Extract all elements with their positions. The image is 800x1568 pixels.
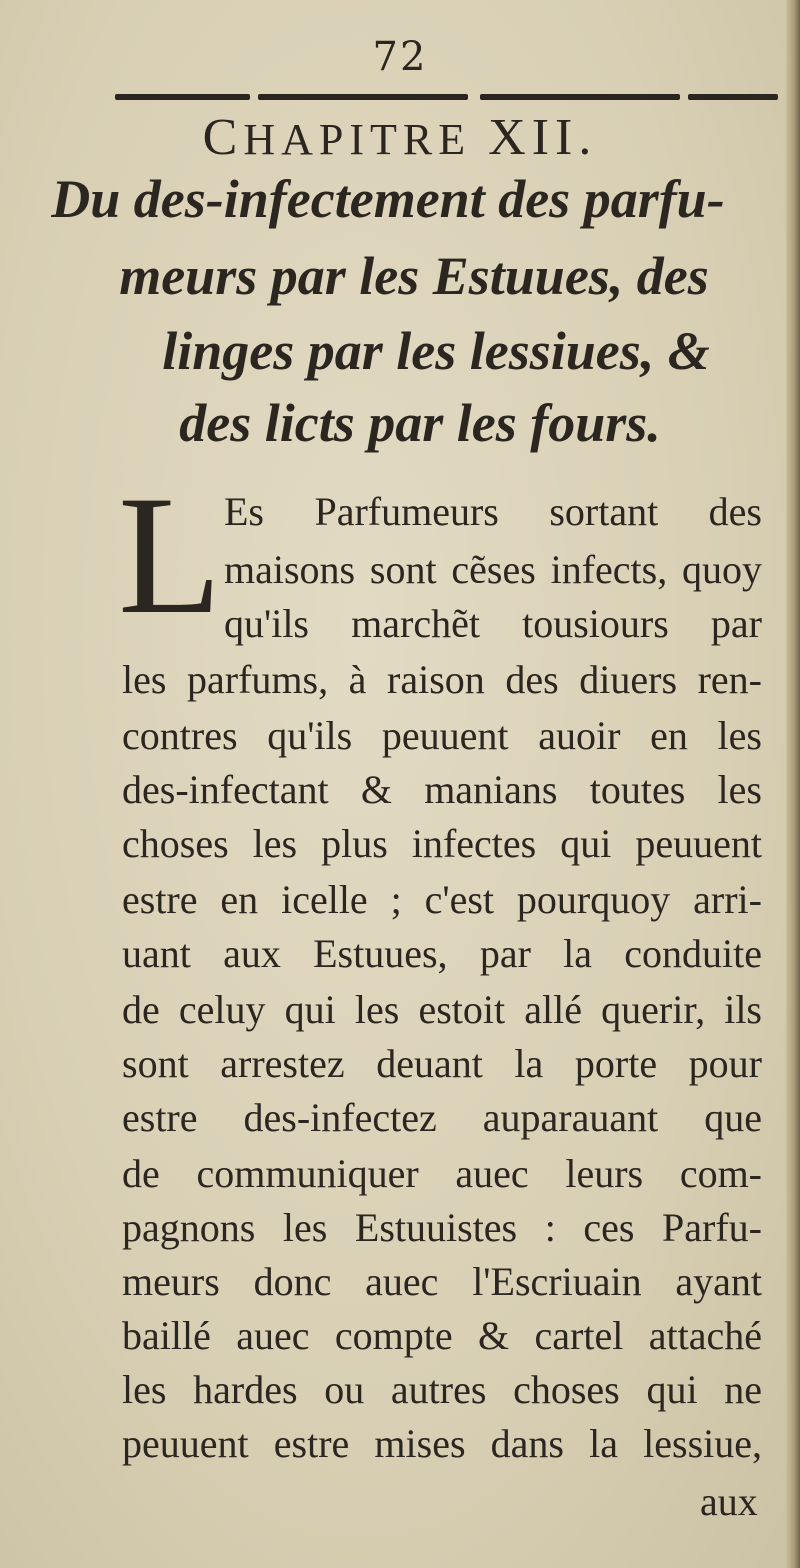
body-line: qu'ils marchẽt tousiours par [224,601,762,646]
body-line: uant aux Estuues, par la conduite [122,931,762,976]
page-number: 72 [372,34,428,80]
body-line: sont arrestez deuant la porte pour [122,1041,762,1086]
chapter-word: HAPITRE [243,115,472,164]
body-line: les parfums, à raison des diuers ren- [122,657,762,702]
body-line: choses les plus infectes qui peuuent [122,821,762,866]
chapter-title-line: linges par les lessiues, & [162,321,710,381]
header-rule [115,94,250,100]
chapter-heading [0,108,800,167]
chapter-number: XII. [488,109,598,166]
body-line: contres qu'ils peuuent auoir en les [122,713,762,758]
body-line: peuuent estre mises dans la lessiue, [122,1421,762,1466]
body-line: de communiquer auec leurs com- [122,1151,762,1196]
body-line: Es Parfumeurs sortant des [224,489,762,534]
catchword: aux [700,1479,758,1524]
header-rule [688,94,778,100]
body-line: des-infectant & manians toutes les [122,767,762,812]
body-line: estre des-infectez auparauant que [122,1095,762,1140]
page-edge [786,0,800,1568]
body-line: baillé auec compte & cartel attaché [122,1313,762,1358]
chapter-title-line: des licts par les fours. [179,393,661,453]
drop-cap: L [118,461,222,649]
header-rule [480,94,680,100]
body-line: de celuy qui les estoit allé querir, ils [122,987,762,1032]
chapter-title-line: meurs par les Estuues, des [119,246,709,306]
chapter-title-line: Du des-infectement des parfu- [51,169,725,229]
body-line: maisons sont cẽses infects, quoy [224,547,762,592]
body-line: meurs donc auec l'Escriuain ayant [122,1259,762,1304]
body-line: les hardes ou autres choses qui ne [122,1367,762,1412]
body-line: estre en icelle ; c'est pourquoy arri- [122,877,762,922]
header-rule [258,94,468,100]
body-line: pagnons les Estuuistes : ces Parfu- [122,1205,762,1250]
chapter-first-letter: C [202,109,244,166]
